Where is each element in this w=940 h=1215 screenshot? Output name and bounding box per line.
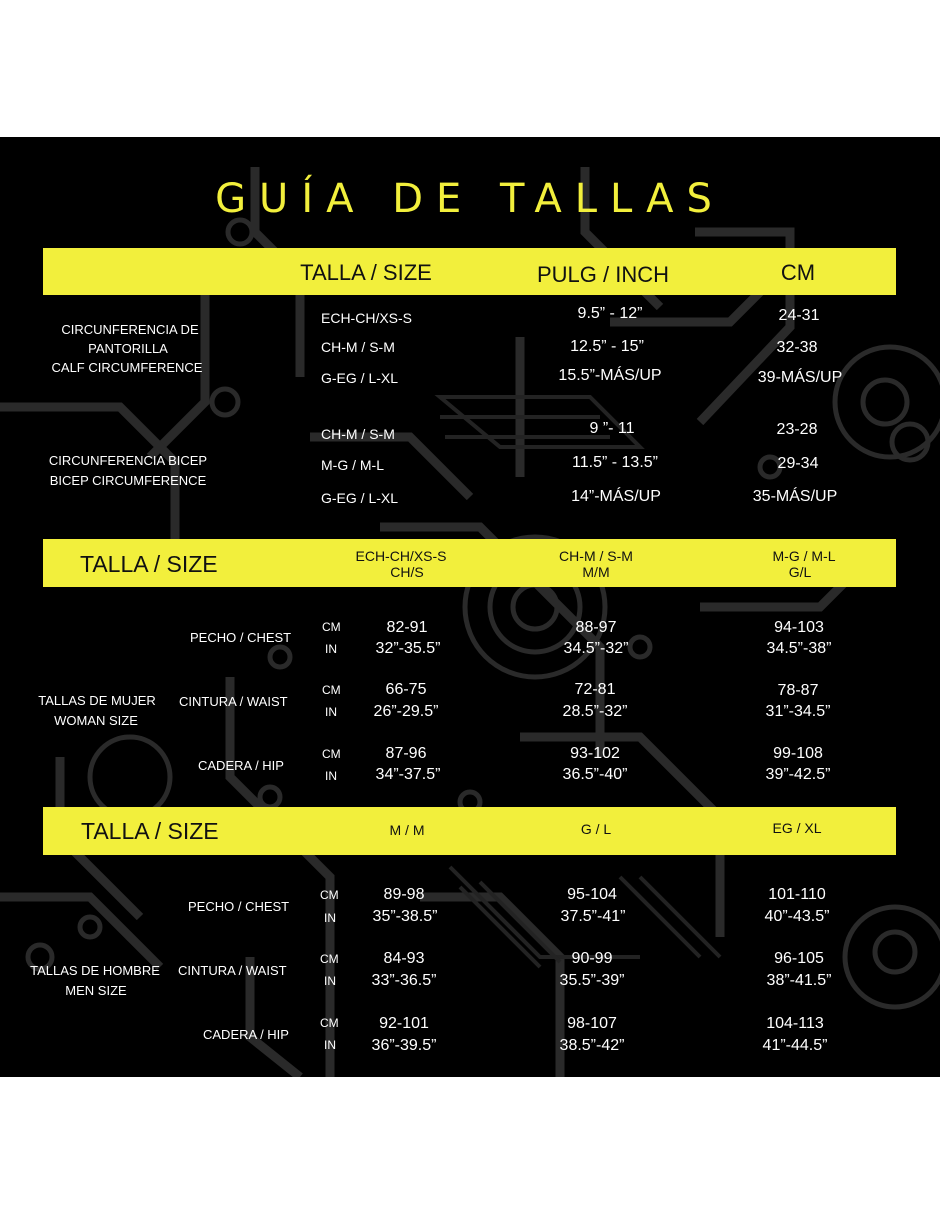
calf-label-line2: PANTORILLA bbox=[88, 341, 168, 356]
women-hip-unit-in: IN bbox=[325, 769, 337, 783]
calf-size-1: ECH-CH/XS-S bbox=[321, 310, 413, 326]
men-chest-m-in: 35”-38.5” bbox=[372, 908, 438, 925]
bicep-size-1: CH-M / S-M bbox=[321, 426, 395, 442]
women-hip-m-in: 36.5”-40” bbox=[562, 766, 628, 783]
calf-label-line3: CALF CIRCUMFERENCE bbox=[51, 360, 203, 375]
bicep-inch-2: 11.5” - 13.5” bbox=[572, 454, 658, 471]
women-group-label-line2: WOMAN SIZE bbox=[54, 713, 138, 728]
women-waist-unit-in: IN bbox=[325, 705, 337, 719]
bicep-cm-1: 23-28 bbox=[776, 421, 818, 438]
women-chest-unit-in: IN bbox=[325, 642, 337, 656]
calf-cm-1: 24-31 bbox=[778, 307, 820, 324]
women-chest-m-cm: 88-97 bbox=[575, 619, 617, 636]
women-waist-l-cm: 78-87 bbox=[777, 682, 819, 699]
header-col3-line2: G/L bbox=[788, 564, 812, 580]
women-hip-label: CADERA / HIP bbox=[198, 758, 284, 773]
section1-header-bar bbox=[43, 248, 896, 295]
women-waist-s-cm: 66-75 bbox=[385, 681, 427, 698]
header-col1-line2: CH/S bbox=[390, 564, 424, 580]
men-waist-unit-cm: CM bbox=[320, 952, 339, 966]
men-chest-l-cm: 95-104 bbox=[567, 886, 617, 903]
calf-cm-2: 32-38 bbox=[776, 339, 818, 356]
bicep-cm-3: 35-MÁS/UP bbox=[752, 488, 838, 505]
women-hip-s-cm: 87-96 bbox=[385, 745, 427, 762]
calf-size-3: G-EG / L-XL bbox=[321, 370, 399, 386]
bicep-inch-1: 9 ”- 11 bbox=[589, 420, 635, 437]
men-hip-l-in: 38.5”-42” bbox=[559, 1037, 625, 1054]
men-hip-m-in: 36”-39.5” bbox=[371, 1037, 437, 1054]
women-waist-unit-cm: CM bbox=[322, 683, 341, 697]
section2-header-bar bbox=[43, 539, 896, 587]
calf-size-2: CH-M / S-M bbox=[321, 339, 395, 355]
men-group-label-line1: TALLAS DE HOMBRE bbox=[30, 963, 160, 978]
women-waist-label: CINTURA / WAIST bbox=[179, 694, 288, 709]
calf-inch-1: 9.5” - 12” bbox=[577, 305, 643, 322]
men-waist-l-in: 35.5”-39” bbox=[559, 972, 625, 989]
women-chest-l-in: 34.5”-38” bbox=[766, 640, 832, 657]
women-hip-s-in: 34”-37.5” bbox=[375, 766, 441, 783]
header-col2: G / L bbox=[580, 821, 612, 837]
header-talla: TALLA / SIZE bbox=[300, 260, 432, 285]
header-col2-line1: CH-M / S-M bbox=[559, 548, 633, 564]
men-hip-m-cm: 92-101 bbox=[379, 1015, 429, 1032]
women-waist-l-in: 31”-34.5” bbox=[765, 703, 831, 720]
men-waist-xl-in: 38”-41.5” bbox=[766, 972, 832, 989]
men-waist-xl-cm: 96-105 bbox=[774, 950, 824, 967]
header-col1: M / M bbox=[389, 822, 425, 838]
header-col1-line1: ECH-CH/XS-S bbox=[355, 548, 447, 564]
bicep-cm-2: 29-34 bbox=[777, 455, 819, 472]
women-waist-m-cm: 72-81 bbox=[574, 681, 616, 698]
women-waist-m-in: 28.5”-32” bbox=[562, 703, 628, 720]
calf-cm-3: 39-MÁS/UP bbox=[757, 369, 843, 386]
men-hip-xl-cm: 104-113 bbox=[766, 1015, 824, 1032]
women-chest-m-in: 34.5”-32” bbox=[563, 640, 629, 657]
men-waist-label: CINTURA / WAIST bbox=[178, 963, 287, 978]
women-chest-label: PECHO / CHEST bbox=[190, 630, 292, 645]
header-cm: CM bbox=[780, 260, 816, 285]
page-title: GUÍA DE TALLAS bbox=[215, 176, 725, 222]
bicep-label-line1: CIRCUNFERENCIA BICEP bbox=[48, 453, 208, 468]
men-waist-unit-in: IN bbox=[324, 974, 336, 988]
women-waist-s-in: 26”-29.5” bbox=[373, 703, 439, 720]
men-hip-l-cm: 98-107 bbox=[567, 1015, 617, 1032]
men-group-label-line2: MEN SIZE bbox=[65, 983, 127, 998]
header-talla: TALLA / SIZE bbox=[81, 818, 219, 844]
section3-header-bar bbox=[43, 807, 896, 855]
men-hip-unit-cm: CM bbox=[320, 1016, 339, 1030]
bicep-label-line2: BICEP CIRCUMFERENCE bbox=[49, 473, 207, 488]
men-hip-unit-in: IN bbox=[324, 1038, 336, 1052]
calf-label-line1: CIRCUNFERENCIA DE bbox=[61, 322, 199, 337]
women-chest-unit-cm: CM bbox=[322, 620, 341, 634]
women-hip-unit-cm: CM bbox=[322, 747, 341, 761]
size-guide-panel bbox=[0, 137, 940, 1077]
header-col2-line2: M/M bbox=[582, 564, 610, 580]
calf-inch-2: 12.5” - 15” bbox=[570, 338, 644, 355]
women-hip-l-in: 39”-42.5” bbox=[765, 766, 831, 783]
header-pulg: PULG / INCH bbox=[536, 262, 670, 287]
header-col3-line1: M-G / M-L bbox=[772, 548, 836, 564]
women-hip-l-cm: 99-108 bbox=[773, 745, 823, 762]
men-chest-xl-in: 40”-43.5” bbox=[764, 908, 830, 925]
women-chest-s-in: 32”-35.5” bbox=[375, 640, 441, 657]
bicep-size-3: G-EG / L-XL bbox=[321, 490, 399, 506]
bicep-inch-3: 14”-MÁS/UP bbox=[571, 488, 661, 505]
calf-inch-3: 15.5”-MÁS/UP bbox=[558, 367, 662, 384]
men-chest-unit-in: IN bbox=[324, 911, 336, 925]
men-hip-xl-in: 41”-44.5” bbox=[762, 1037, 828, 1054]
men-chest-xl-cm: 101-110 bbox=[768, 886, 826, 903]
men-chest-label: PECHO / CHEST bbox=[188, 899, 290, 914]
men-waist-m-cm: 84-93 bbox=[383, 950, 425, 967]
women-chest-l-cm: 94-103 bbox=[774, 619, 824, 636]
header-col3: EG / XL bbox=[772, 820, 822, 836]
header-talla: TALLA / SIZE bbox=[80, 551, 218, 577]
men-chest-m-cm: 89-98 bbox=[383, 886, 425, 903]
women-group-label-line1: TALLAS DE MUJER bbox=[38, 693, 156, 708]
women-chest-s-cm: 82-91 bbox=[386, 619, 428, 636]
bicep-size-2: M-G / M-L bbox=[321, 457, 384, 473]
men-chest-l-in: 37.5”-41” bbox=[560, 908, 626, 925]
men-chest-unit-cm: CM bbox=[320, 888, 339, 902]
men-waist-l-cm: 90-99 bbox=[571, 950, 613, 967]
women-hip-m-cm: 93-102 bbox=[570, 745, 620, 762]
men-waist-m-in: 33”-36.5” bbox=[371, 972, 437, 989]
men-hip-label: CADERA / HIP bbox=[203, 1027, 289, 1042]
